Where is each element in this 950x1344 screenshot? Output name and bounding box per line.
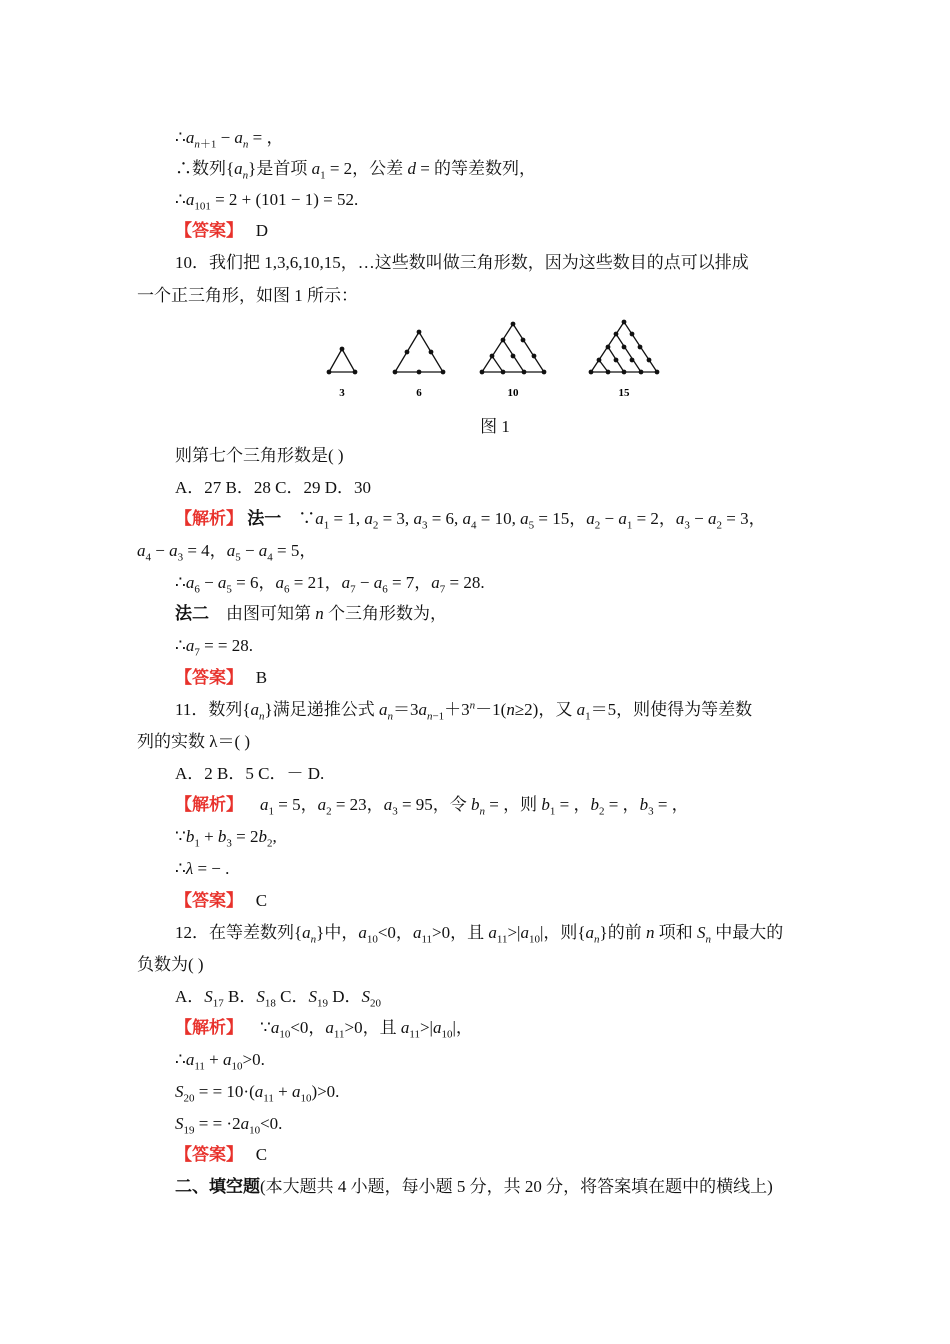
question-10-line-3: 则第七个三角形数是( ) <box>175 446 344 465</box>
question-11-options: A．2 B．5 C．－ D. <box>175 764 325 783</box>
solution-10-line-2: $a_4 - a_3 = 4$，$a_5 - a_4 = 5$， <box>137 541 317 564</box>
solution-11-line-2: $\because b_1 + b_3 = 2b_2$, <box>175 827 277 850</box>
solution-11-line-3: ∴λ = − . <box>175 859 230 878</box>
line-2: ∴数列$\{a_n\}$是首项 $a_1 = 2$，公差 d = 的等差数列， <box>175 159 537 182</box>
solution-11-line-1: 【解析】 $a_1 = 5$，$a_2 = 23$，$a_3 = 95$，令 $b_n$ = ，则 $b_1$ = ，$b_2$ = ，$b_3$ = ， <box>175 795 689 818</box>
answer-10: 【答案】 B <box>175 668 268 687</box>
question-12-options: A．$S_{17}$ B．$S_{18}$ C．$S_{19}$ D．$S_{20}$ <box>175 987 381 1010</box>
line-1: $\therefore a_{n+1} - a_n$ = ， <box>175 128 284 151</box>
question-10-options: A．27 B．28 C．29 D．30 <box>175 478 371 497</box>
solution-12-line-3: $S_{20}$ = = $10\cdot(a_{11} + a_{10})>0$. <box>175 1082 340 1105</box>
triangle-3 <box>329 349 355 372</box>
solution-10-line-4: 法二 由图可知第 n 个三角形数为， <box>175 604 447 623</box>
solution-10-line-5: $\therefore a_7$ = = 28. <box>175 636 254 659</box>
answer-9: 【答案】 D <box>175 221 269 240</box>
line-3: $\therefore a_{101} = 2 + (101 - 1) = 52$. <box>175 190 359 213</box>
label-15: 15 <box>618 387 630 399</box>
question-10-line-1: 10．我们把 1,3,6,10,15，…这些数叫做三角形数，因为这些数目的点可以排成 <box>175 253 749 272</box>
triangle-numbers-figure <box>310 318 670 406</box>
solution-12-line-1: 【解析】 $\because a_{10}<0$，$a_{11}>0$，且 $a_{11}>|a_{10}|$， <box>175 1018 473 1041</box>
triangle-6 <box>395 332 443 372</box>
triangle-10 <box>482 324 544 372</box>
question-12-line-2: 负数为( ) <box>137 955 204 974</box>
label-10: 10 <box>507 387 519 399</box>
question-11-line-2: 列的实数 λ＝( ) <box>137 732 251 751</box>
question-12-line-1: 12．在等差数列$\{a_n\}$中，$a_{10}<0$，$a_{11}>0$，且 $a_{11}>|a_{10}|$，则$\{a_n\}$的前 n 项和 $S_n$ 中最大的 <box>175 923 784 946</box>
solution-12-line-2: $\therefore a_{11} + a_{10}>0$. <box>175 1050 265 1073</box>
section-2-heading: 二、填空题(本大题共 4 小题，每小题 5 分，共 20 分，将答案填在题中的横线上) <box>175 1177 773 1196</box>
figure-caption: 图 1 <box>480 417 510 436</box>
answer-11: 【答案】 C <box>175 891 268 910</box>
label-3: 3 <box>339 387 345 399</box>
solution-12-line-4: $S_{19}$ = = $\cdot 2a_{10}<0$. <box>175 1114 283 1137</box>
solution-10-line-1: 【解析】 法一 $\because a_1 = 1$, $a_2 = 3$, $a_3 = 6$, $a_4 = 10$, $a_5 = 15$，$a_2 - a_1 = 2$，$a_3 - a_2 = 3$， <box>175 509 766 532</box>
question-10-line-2: 一个正三角形，如图 1 所示： <box>137 286 358 305</box>
label-6: 6 <box>416 387 422 399</box>
answer-12: 【答案】 C <box>175 1145 268 1164</box>
question-11-line-1: 11．数列$\{a_n\}$满足递推公式 $a_n=3a_{n-1}+3^n-1(n\ge 2)$，又 $a_1=5$，则使得为等差数 <box>175 699 753 723</box>
solution-10-line-3: $\therefore a_6 - a_5 = 6$，$a_6 = 21$，$a_7 - a_6 = 7$，$a_7 = 28$. <box>175 573 485 596</box>
